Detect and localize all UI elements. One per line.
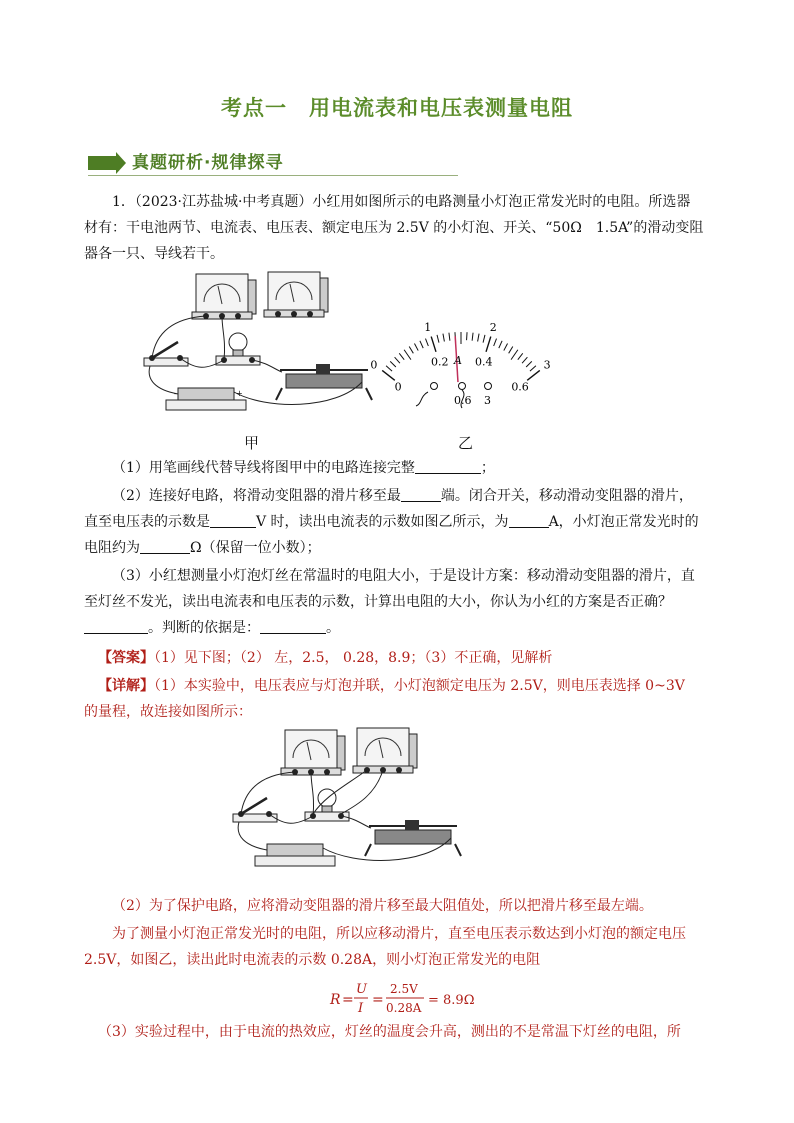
- detail-line-1: [84, 674, 710, 698]
- dial-tick: [437, 335, 439, 343]
- question-1-line-1: 1．（2023·江苏盐城·中考真题）小红用如图所示的电路测量小灯泡正常发光时的电阻。所选器: [112, 194, 691, 210]
- sub-question-3-line-2: 至灯丝不发光，读出电流表和电压表的示数，计算出电阻的大小，你认为小红的方案是否正确？: [84, 594, 672, 610]
- ammeter-dial-figure-b: [370, 292, 551, 412]
- formula-num: U: [356, 982, 367, 997]
- dial-terminal-3: [485, 383, 492, 390]
- dial-tick: [504, 343, 508, 350]
- answer-blank-6[interactable]: [84, 619, 148, 634]
- figure-label-b: 乙: [458, 434, 474, 452]
- sub-question-1: [84, 456, 710, 480]
- sub-question-2-line-2: [84, 510, 710, 534]
- detail-tag: 【详解】: [98, 678, 154, 694]
- detail-line-2: 的量程，故连接如图所示：: [84, 704, 252, 720]
- rheostat-device-solution: [365, 820, 461, 856]
- formula-den: I: [358, 1001, 364, 1016]
- dial-tick: [395, 357, 400, 363]
- voltmeter-device-solution: [353, 728, 417, 773]
- ammeter-device: [192, 274, 256, 319]
- dial-tick: [425, 339, 428, 346]
- section-bar: [88, 156, 116, 170]
- question-1-line-3: 器各一只、导线若干。: [84, 246, 224, 262]
- detail-line-6: （3）实验过程中，由于电流的热效应，灯丝的温度会升高，测出的不是常温下灯丝的电阻，所: [98, 1024, 681, 1040]
- dial-bottom-tick-label: 0.2: [430, 355, 449, 369]
- answer-blank-3[interactable]: [210, 513, 256, 528]
- switch-device: [144, 342, 188, 366]
- ammeter-device-solution: [281, 730, 345, 775]
- dial-tick: [527, 370, 540, 380]
- rheostat-device: [276, 364, 372, 400]
- dial-terminal-label-06: 0.6: [454, 394, 472, 407]
- sub-question-3-c: 。判断的依据是：: [148, 620, 260, 636]
- dial-tick: [431, 337, 436, 352]
- formula-eq-2: =: [372, 992, 384, 1008]
- formula-num-2: 2.5V: [390, 982, 418, 996]
- sub-question-2-line-3: [84, 536, 710, 560]
- dial-tick: [494, 339, 497, 346]
- dial-tick: [530, 366, 536, 371]
- sub-question-2-g: Ω（保留一位小数）；: [190, 540, 321, 556]
- dial-tick: [382, 370, 395, 380]
- detail-line-4: 为了测量小灯泡正常发光时的电阻，所以应移动滑片，直至电压表示数达到小灯泡的额定电压: [112, 926, 686, 942]
- dial-top-tick-label: 2: [489, 320, 497, 334]
- dial-top-tick-label: 1: [424, 320, 432, 334]
- dial-tick: [511, 350, 518, 360]
- sub-question-3-line-1: （3）小红想测量小灯泡灯丝在常温时的电阻大小，于是设计方案：移动滑动变阻器的滑片，直: [112, 568, 695, 584]
- sub-question-2-a: （2）连接好电路，将滑动变阻器的滑片移至最: [112, 488, 401, 504]
- circuit-figure-a: [136, 270, 386, 430]
- formula-lhs: R: [330, 992, 341, 1008]
- sub-question-3-line-3: [84, 616, 710, 640]
- sub-question-3-d: 。: [326, 620, 340, 636]
- page-title: 考点一 用电流表和电压表测量电阻: [221, 96, 573, 120]
- answer-line: [84, 646, 710, 670]
- voltmeter-device: [264, 272, 328, 317]
- answer-blank-5[interactable]: [140, 539, 190, 554]
- dial-terminal-label-3: 3: [484, 394, 491, 407]
- dial-tick: [509, 346, 513, 353]
- dial-tick: [390, 361, 396, 367]
- answer-tag: 【答案】: [98, 650, 154, 666]
- dial-wire-left: [416, 392, 428, 406]
- dial-tick: [499, 341, 502, 348]
- sub-question-2-f: 电阻约为: [84, 540, 140, 556]
- section-arrow-icon: [116, 152, 126, 174]
- switch-device-solution: [233, 798, 277, 822]
- sub-question-2-e: A，小灯泡正常发光时的: [548, 514, 699, 530]
- dial-unit: A: [454, 354, 462, 367]
- formula-eq-1: =: [342, 992, 354, 1008]
- answer-blank-2[interactable]: [401, 487, 441, 502]
- dial-tick: [522, 357, 527, 363]
- dial-top-tick-label: 3: [543, 358, 551, 372]
- figure-label-a: 甲: [244, 434, 260, 452]
- formula-den-2: 0.28A: [386, 1001, 422, 1015]
- answer-blank-1[interactable]: [415, 459, 481, 474]
- resistance-formula: [328, 978, 488, 1018]
- dial-top-tick-label: 0: [370, 358, 378, 372]
- sub-question-2-d: V 时，读出电流表的示数如图乙所示，为: [256, 514, 509, 530]
- dial-tick: [449, 333, 450, 341]
- dial-tick: [526, 361, 532, 367]
- dial-tick: [486, 337, 491, 352]
- answer-text: （1）见下图；（2） 左，2.5， 0.28，8.9；（3）不正确，见解析: [154, 650, 553, 666]
- svg-text:-: -: [174, 389, 177, 398]
- circuit-figure-solution: [220, 726, 480, 886]
- detail-line-5: 2.5V，如图乙，读出此时电流表的示数 0.28A，则小灯泡正常发光的电阻: [84, 952, 541, 968]
- detail-text-1a: （1）本实验中，电压表应与灯泡并联，小灯泡额定电压为 2.5V，则电压表选择 0~3V: [154, 678, 685, 694]
- dial-terminal-06: [459, 383, 466, 390]
- dial-bottom-tick-label: 0.6: [511, 380, 529, 394]
- question-1-line-2: 材有：干电池两节、电流表、电压表、额定电压为 2.5V 的小灯泡、开关、“50Ω 1.5A”的滑动变阻: [84, 220, 704, 236]
- dial-tick: [483, 335, 485, 343]
- dial-bottom-tick-label: 0: [394, 380, 402, 394]
- dial-terminal-minus: [431, 383, 438, 390]
- dial-tick: [420, 341, 423, 348]
- sub-question-1-text: （1）用笔画线代替导线将图甲中的电路连接完整: [112, 460, 415, 476]
- section-header: [88, 148, 458, 176]
- dial-tick: [443, 334, 444, 342]
- dial-tick: [472, 333, 473, 341]
- sub-question-2-line-1: [84, 484, 710, 508]
- dial-tick: [518, 353, 523, 359]
- sub-question-2-c: 直至电压表的示数是: [84, 514, 210, 530]
- sub-question-1-end: ；: [480, 460, 495, 476]
- svg-text:+: +: [236, 389, 243, 398]
- dial-tick: [404, 350, 411, 360]
- battery-device: [166, 388, 246, 410]
- section-underline: [88, 175, 458, 176]
- sub-question-2-b: 端。闭合开关，移动滑动变阻器的滑片，: [440, 488, 693, 504]
- answer-blank-7[interactable]: [260, 619, 326, 634]
- detail-line-3: （2）为了保护电路，应将滑动变阻器的滑片移至最大阻值处，所以把滑片移至最左端。: [112, 898, 653, 914]
- dial-tick: [409, 346, 413, 353]
- formula-result: = 8.9Ω: [428, 993, 475, 1008]
- dial-tick: [386, 366, 392, 371]
- section-label: 真题研析·规律探寻: [132, 153, 284, 173]
- dial-tick: [399, 353, 404, 359]
- dial-tick: [478, 334, 479, 342]
- dial-bottom-tick-label: 0.4: [475, 355, 493, 369]
- answer-blank-4[interactable]: [509, 513, 549, 528]
- battery-device-solution: [255, 844, 335, 866]
- dial-tick: [414, 343, 418, 350]
